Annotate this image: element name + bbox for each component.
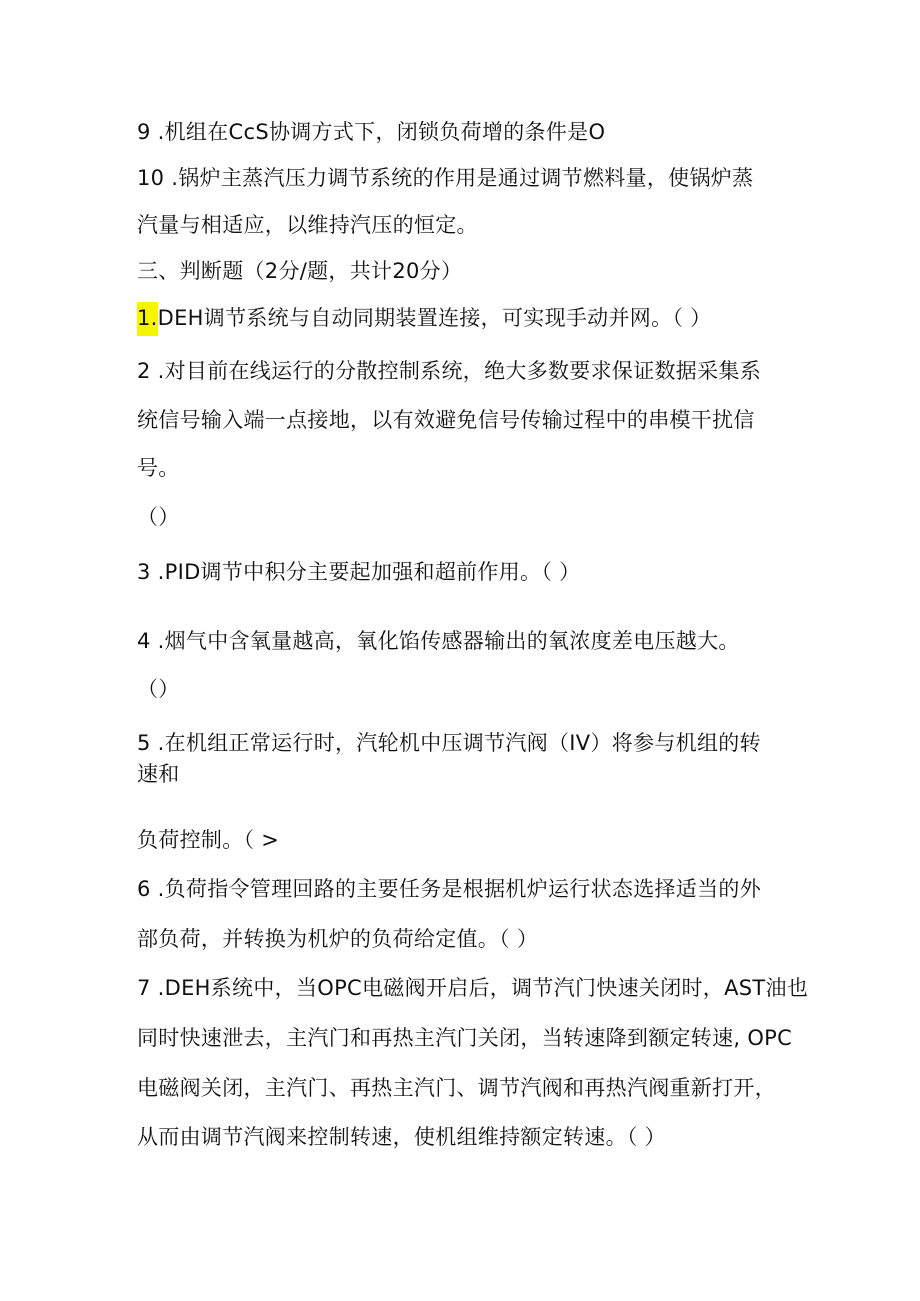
judge-question-2-line-2: 统信号输入端一点接地，以有效避免信号传输过程中的串模干扰信 (137, 408, 755, 432)
judge-question-7-line-3: 电磁阀关闭，主汽门、再热主汽门、调节汽阀和再热汽阀重新打开， (137, 1076, 776, 1100)
judge-question-7-line-1: 7 .DEH系统中，当OPC电磁阀开启后，调节汽门快速关闭时，AST油也 (137, 976, 809, 1000)
judge-question-5-line-2: 速和 (137, 762, 180, 786)
judge-question-2-answer: （） (137, 505, 180, 529)
judge-question-5-line-1: 5 .在机组正常运行时，汽轮机中压调节汽阀（IV）将参与机组的转 (137, 731, 761, 755)
judge-question-4-line: 4 .烟气中含氧量越高，氧化馅传感器输出的氧浓度差电压越大。 (137, 629, 740, 653)
judge-question-1-line (137, 303, 711, 333)
question-10-line-1: 10 .锅炉主蒸汽压力调节系统的作用是通过调节燃料量，使锅炉蒸 (137, 166, 754, 190)
question-9-line: 9 .机组在CcS协调方式下，闭锁负荷增的条件是O (137, 120, 606, 144)
judge-question-1-text: DEH调节系统与自动同期装置连接，可实现手动并网。（ ） (157, 306, 712, 330)
judge-question-7-line-4: 从而由调节汽阀来控制转速，使机组维持额定转速。（ ） (137, 1125, 666, 1149)
judge-question-7-line-2: 同时快速泄去，主汽门和再热主汽门关闭，当转速降到额定转速, OPC (137, 1026, 793, 1050)
judge-question-2-line-1: 2 .对目前在线运行的分散控制系统，绝大多数要求保证数据采集系 (137, 359, 762, 383)
judge-question-3-line: 3 .PID调节中积分主要起加强和超前作用。（ ） (137, 560, 581, 584)
judge-question-6-line-1: 6 .负荷指令管理回路的主要任务是根据机炉运行状态选择适当的外 (137, 877, 762, 901)
judge-question-6-line-2: 部负荷，并转换为机炉的负荷给定值。（ ） (137, 927, 539, 951)
judge-question-2-line-3: 号。 (137, 456, 180, 480)
judge-question-5-line-3: 负荷控制。（ > (137, 828, 280, 852)
judge-question-4-answer: （） (137, 677, 180, 701)
section-heading: 三、判断题（2分/题，共计20分） (137, 259, 463, 283)
highlight-marker: 1. (137, 302, 158, 336)
question-10-line-2: 汽量与相适应，以维持汽压的恒定。 (137, 213, 478, 237)
